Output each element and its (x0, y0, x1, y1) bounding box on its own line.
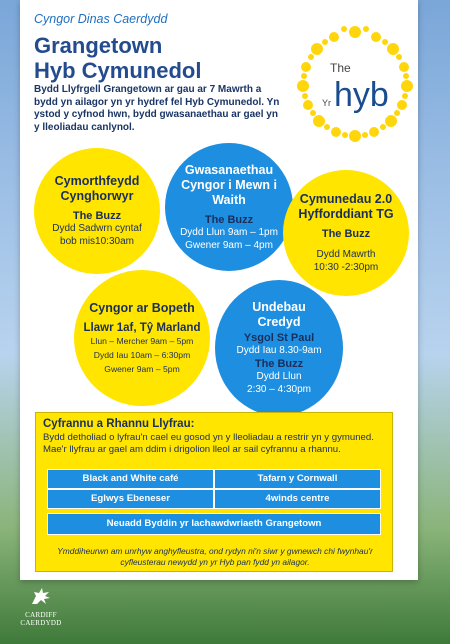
venue-cell: Tafarn y Cornwall (214, 469, 381, 489)
venue-name: The Buzz (254, 358, 304, 370)
circle-heading (181, 163, 277, 208)
time-line: Dydd Llun 9am – 1pm (180, 226, 278, 238)
heading-line: Cyngor i Mewn i (181, 177, 277, 192)
heading-line: Cyngor ar Bopeth (89, 300, 195, 315)
the-hyb-logo (296, 24, 414, 142)
venue-name: The Buzz (72, 210, 122, 222)
time-line: bob mis10:30am (60, 236, 134, 247)
heading-line: Hyfforddiant TG (298, 207, 394, 221)
venue-name: Llawr 1af, Tŷ Marland (83, 321, 201, 334)
title-line-2: Hyb Cymunedol (34, 58, 202, 83)
circle-heading (298, 192, 393, 222)
venue-name: The Buzz (204, 213, 254, 226)
venue-cell: Black and White café (47, 469, 214, 489)
book-share-text: Bydd detholiad o lyfrau'n cael eu gosod yn y lleoliadau a restrir yn y gymuned. Mae'r llyfrau ar gael am ddim i drigolion lleol ar sail cyfrannu a rhannu. (43, 432, 374, 455)
council-name: Cyngor Dinas Caerdydd (34, 12, 168, 26)
time-line: Gwener 9am – 4pm (185, 239, 273, 251)
time-line: Llun – Mercher 9am – 5pm (90, 335, 194, 346)
apology-note: Ymddiheurwn am unrhyw anghyfleustra, ond rydyn ni'n siwr y gwnewch chi fwynhau'r cyfleusterau newydd yn yr Hyb pan fydd yn ailagor. (57, 546, 373, 567)
logo-yr-text: Yr (322, 98, 331, 108)
time-line: Dydd Mawrth (316, 249, 376, 260)
cardiff-council-logo (16, 586, 66, 627)
venue-name: The Buzz (321, 228, 371, 240)
circle-heading (55, 174, 140, 204)
logo-the-text: The (330, 61, 351, 75)
heading-line: Gwasanaethau (184, 162, 274, 177)
time-line: Dydd Llun (256, 371, 302, 382)
circle-councillor-surgeries (34, 148, 160, 274)
heading-line: Cymunedau 2.0 (299, 192, 393, 206)
heading-line: Credyd (257, 315, 301, 329)
circle-heading (89, 301, 195, 316)
venue-cell: Eglwys Ebeneser (47, 489, 214, 509)
heading-line: Waith (212, 192, 246, 207)
time-line: Dydd Iau 10am – 6:30pm (93, 349, 191, 360)
cardiff-name: CARDIFF (25, 611, 57, 619)
circle-communities-it-training (283, 170, 409, 296)
venue-cell: 4winds centre (214, 489, 381, 509)
circle-credit-unions (215, 280, 343, 416)
circle-heading (252, 300, 305, 330)
page-title (34, 33, 201, 83)
circle-citizens-advice (74, 270, 210, 406)
heading-line: Cymorthfeydd (54, 174, 140, 188)
time-line: Gwener 9am – 5pm (104, 363, 180, 374)
caerdydd-name: CAERDYDD (20, 619, 62, 627)
venue-cell-wide: Neuadd Byddin yr Iachawdwriaeth Grangetown (47, 513, 381, 535)
heading-line: Undebau (252, 300, 306, 314)
dragon-icon (16, 586, 66, 611)
time-line: 10:30 -2:30pm (313, 262, 379, 273)
circle-into-work-services (165, 143, 293, 271)
time-line: 2:30 – 4:30pm (247, 384, 311, 395)
time-line: Dydd Iau 8.30-9am (236, 345, 322, 356)
heading-line: Cynghorwyr (60, 189, 134, 203)
title-line-1: Grangetown (34, 33, 163, 58)
book-share-title: Cyfrannu a Rhannu Llyfrau: (43, 418, 195, 430)
book-share-box (35, 412, 393, 572)
time-line: Dydd Sadwrn cyntaf (52, 223, 142, 234)
logo-hyb-text: hyb (334, 76, 389, 114)
venue-name: Ysgol St Paul (243, 332, 315, 344)
intro-text: Bydd Llyfrgell Grangetown ar gau ar 7 Mawrth a bydd yn ailagor yn yr hydref fel Hyb Cymunedol. Yn ystod y cyfnod hwn, bydd gwasanaethau ar gael yn y lleoliadau canlynol. (34, 84, 280, 133)
